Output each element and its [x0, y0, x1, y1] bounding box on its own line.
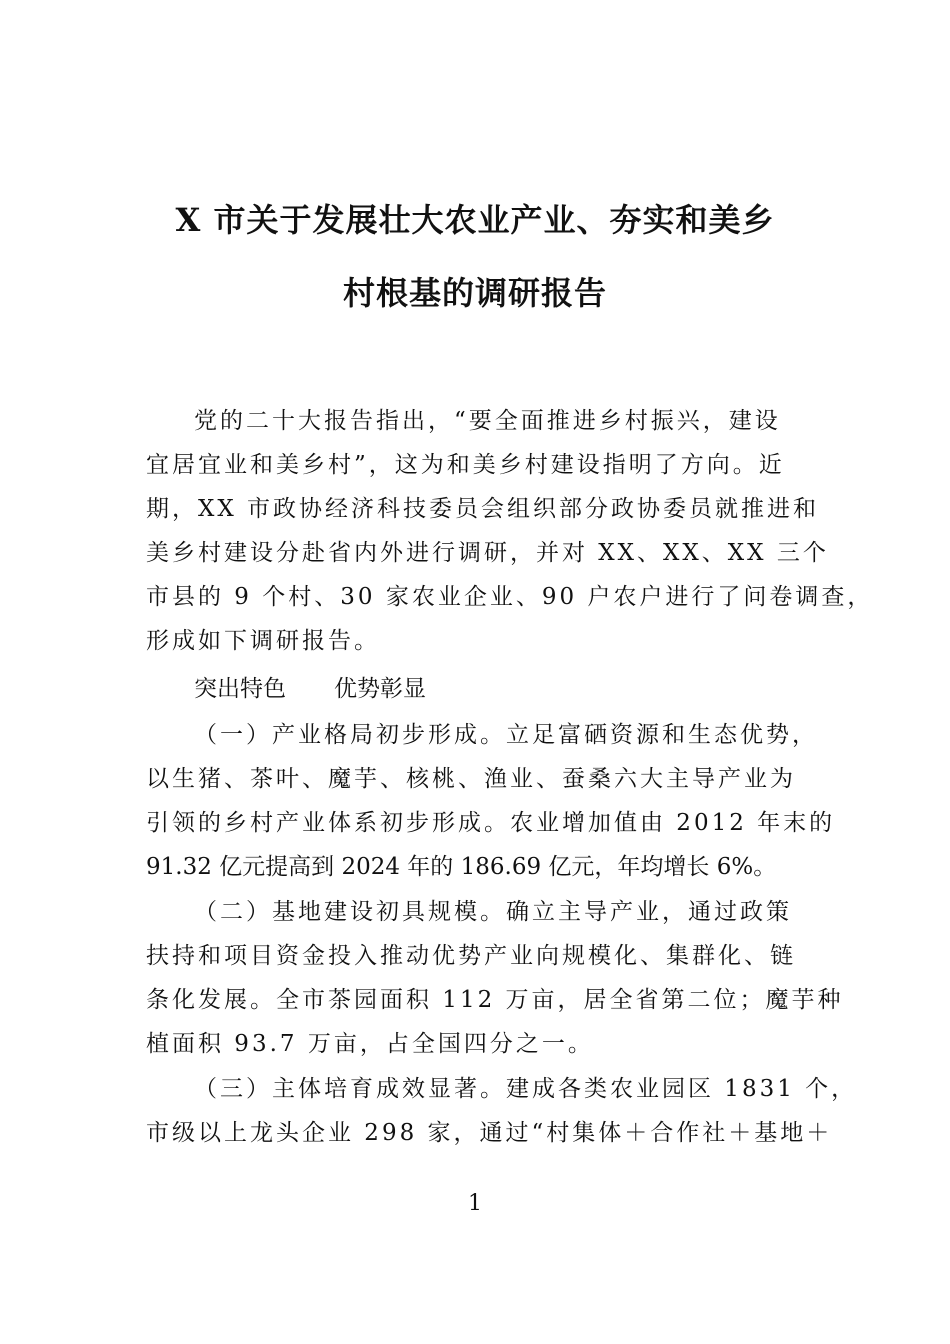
title-line-2: 村根基的调研报告 [342, 274, 607, 312]
section-heading [194, 670, 426, 703]
item-1-line-2: 以生猪、茶叶、魔芋、核桃、渔业、蚕桑六大主导产业为 [146, 766, 796, 792]
item-1-line-1: （一）产业格局初步形成。立足富硒资源和生态优势， [194, 722, 818, 748]
item-2-line-2: 扶持和项目资金投入推动优势产业向规模化、集群化、链 [146, 943, 796, 969]
section-heading-part1: 突出特色 [194, 676, 286, 702]
item-2-line-1: （二）基地建设初具规模。确立主导产业，通过政策 [194, 899, 792, 925]
item-2-line-3: 条化发展。全市茶园面积 112 万亩，居全省第二位；魔芋种 [146, 987, 844, 1013]
body-line-4: 美乡村建设分赴省内外进行调研，并对 XX、XX、XX 三个 [146, 540, 829, 566]
body-line-5: 市县的 9 个村、30 家农业企业、90 户农户进行了问卷调查， [146, 584, 874, 610]
body-line-1: 党的二十大报告指出，“要全面推进乡村振兴，建设 [194, 408, 781, 434]
item-1-line-3: 引领的乡村产业体系初步形成。农业增加值由 2012 年末的 [146, 810, 836, 836]
page-number: 1 [468, 1191, 482, 1216]
body-line-3: 期，XX 市政协经济科技委员会组织部分政协委员就推进和 [146, 496, 820, 522]
section-heading-part2: 优势彰显 [334, 676, 426, 702]
item-3-line-1: （三）主体培育成效显著。建成各类农业园区 1831 个， [194, 1076, 858, 1102]
item-2-line-4: 植面积 93.7 万亩，占全国四分之一。 [146, 1031, 594, 1057]
body-line-6: 形成如下调研报告。 [146, 628, 380, 654]
title-line-1: X 市关于发展壮大农业产业、夯实和美乡 [175, 201, 775, 239]
item-1-line-4: 91.32 亿元提高到 2024 年的 186.69 亿元，年均增长 6%。 [146, 854, 777, 880]
body-line-2: 宜居宜业和美乡村”，这为和美乡村建设指明了方向。近 [146, 452, 785, 478]
item-3-line-2: 市级以上龙头企业 298 家，通过“村集体＋合作社＋基地＋ [146, 1120, 833, 1146]
